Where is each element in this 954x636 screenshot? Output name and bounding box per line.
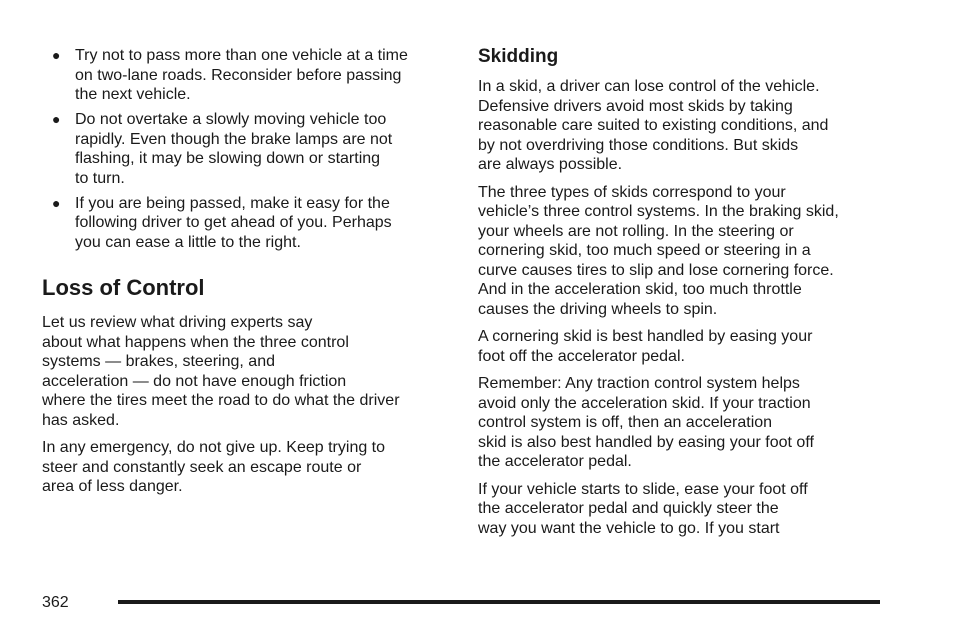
text-line: And in the acceleration skid, too much throttle	[478, 281, 802, 298]
text-line: A cornering skid is best handled by easing your	[478, 328, 813, 345]
text-line: your wheels are not rolling. In the steering or	[478, 222, 794, 240]
left-column	[42, 46, 452, 505]
bullet-dot-icon: ●	[52, 47, 61, 63]
text-line: following driver to get ahead of you. Perhaps	[75, 214, 392, 231]
paragraph	[478, 480, 888, 539]
text-line: the accelerator pedal and quickly steer the	[478, 500, 779, 517]
text-line: Do not overtake a slowly moving vehicle too	[75, 111, 387, 128]
text-line: steer and constantly seek an escape route or	[42, 458, 362, 476]
text-line: The three types of skids correspond to your	[478, 183, 786, 201]
text-line: on two-lane roads. Reconsider before passing	[75, 66, 402, 84]
paragraph	[478, 374, 888, 472]
text-line: Remember: Any traction control system helps	[478, 375, 800, 392]
bullet-item	[42, 46, 452, 105]
text-line: If your vehicle starts to slide, ease your foot off	[478, 480, 808, 498]
text-line: reasonable care suited to existing conditions, and	[478, 117, 829, 134]
bullet-item	[42, 110, 452, 188]
text-line: control system is off, then an acceleration	[478, 414, 773, 431]
text-line: are always possible.	[478, 156, 623, 173]
text-line: by not overdriving those conditions. But skids	[478, 136, 799, 154]
text-line: acceleration — do not have enough friction	[42, 372, 347, 390]
text-line: cornering skid, too much speed or steering in a	[478, 242, 811, 259]
text-line: rapidly. Even though the brake lamps are not	[75, 130, 393, 148]
text-line: has asked.	[42, 411, 120, 429]
paragraph	[478, 77, 888, 175]
right-column	[478, 46, 888, 546]
bullet-dot-icon: ●	[52, 111, 61, 127]
text-line: flashing, it may be slowing down or starting	[75, 150, 381, 167]
text-line: where the tires meet the road to do what the driver	[42, 392, 400, 409]
text-line: the accelerator pedal.	[478, 453, 632, 470]
bullet-item	[42, 194, 452, 253]
page-number: 362	[42, 594, 69, 611]
paragraph	[478, 327, 888, 366]
text-line: about what happens when the three control	[42, 333, 349, 351]
bullet-dot-icon: ●	[52, 194, 61, 211]
passing-tips-list	[42, 46, 452, 252]
text-line: skid is also best handled by easing your foot off	[478, 433, 814, 451]
text-line: to turn.	[75, 169, 125, 187]
text-line: foot off the accelerator pedal.	[478, 347, 685, 365]
text-line: Try not to pass more than one vehicle at a time	[75, 47, 408, 64]
text-line: avoid only the acceleration skid. If your traction	[478, 394, 811, 412]
text-line: area of less danger.	[42, 478, 183, 495]
text-line: systems — brakes, steering, and	[42, 353, 275, 370]
text-line: If you are being passed, make it easy for the	[75, 194, 390, 212]
section-title: Loss of Control	[42, 275, 205, 300]
subsection-title: Skidding	[478, 46, 559, 67]
paragraph	[42, 313, 452, 430]
paragraph	[42, 438, 452, 497]
text-line: way you want the vehicle to go. If you start	[478, 519, 780, 537]
text-line: In any emergency, do not give up. Keep trying to	[42, 439, 386, 456]
text-line: the next vehicle.	[75, 86, 191, 103]
footer-divider	[118, 600, 880, 604]
text-line: Defensive drivers avoid most skids by taking	[478, 97, 793, 115]
paragraph	[478, 183, 888, 320]
text-line: you can ease a little to the right.	[75, 233, 301, 251]
text-line: Let us review what driving experts say	[42, 314, 313, 331]
text-line: In a skid, a driver can lose control of the vehicle.	[478, 78, 820, 95]
text-line: curve causes tires to slip and lose cornering force.	[478, 261, 834, 279]
text-line: vehicle’s three control systems. In the braking skid,	[478, 203, 839, 220]
text-line: causes the driving wheels to spin.	[478, 300, 718, 318]
